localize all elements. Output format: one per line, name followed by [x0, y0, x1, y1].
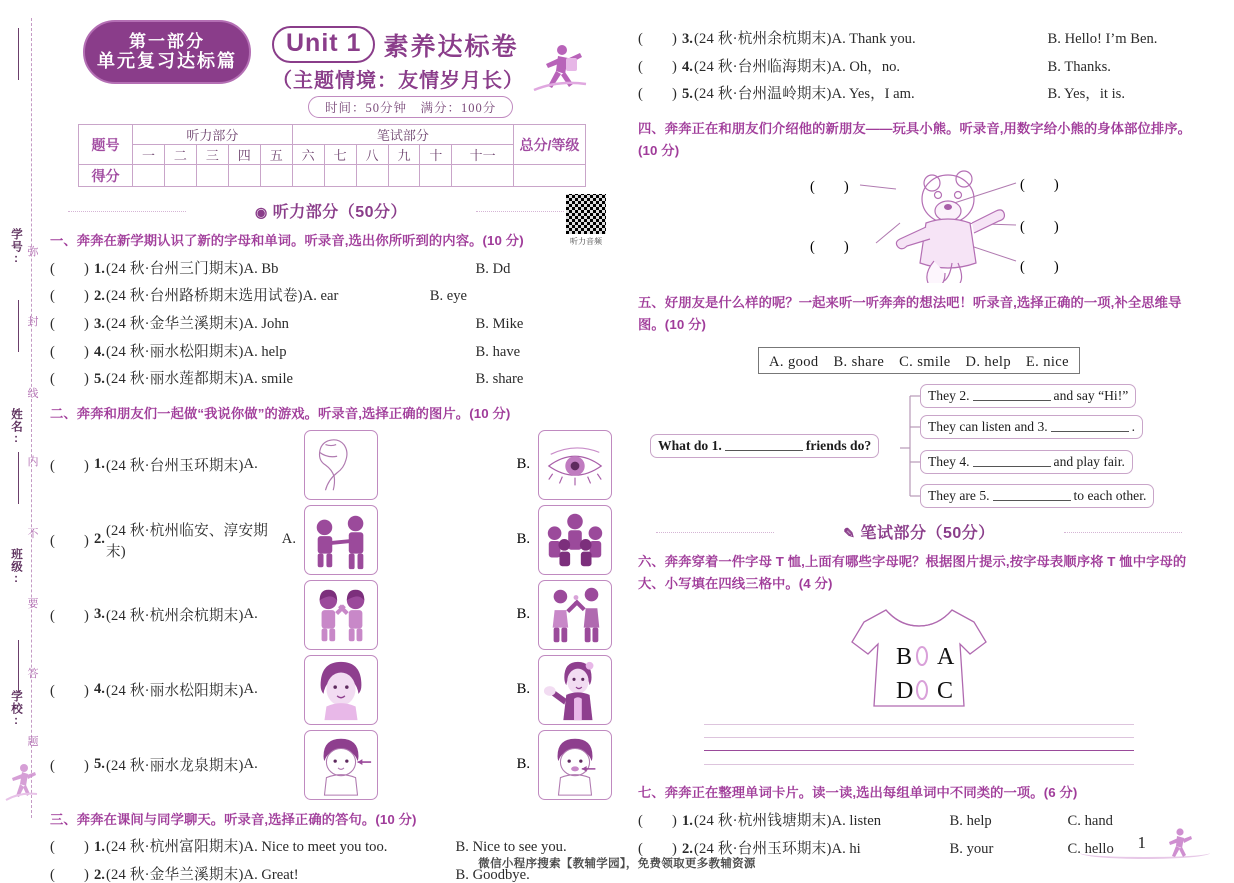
- bear-blank[interactable]: ( ): [1020, 259, 1059, 276]
- picture-question-row[interactable]: [50, 580, 612, 650]
- question-row[interactable]: [638, 54, 1200, 82]
- mindmap-root-pre: What do 1.: [658, 438, 722, 454]
- listening-section-banner: [50, 199, 612, 222]
- word-bank: A. good B. share C. smile D. help E. nice: [758, 347, 1080, 374]
- question-source: (24 秋·金华兰溪期末): [105, 866, 244, 883]
- option-b-label: B.: [516, 531, 530, 548]
- score-cell[interactable]: [196, 165, 228, 187]
- two-girls-waving-picture[interactable]: [304, 580, 378, 650]
- question-source: (24 秋·杭州余杭期末): [105, 608, 244, 625]
- boy-pointing-ear-picture[interactable]: [304, 730, 378, 800]
- question-source: (24 秋·杭州余杭期末): [693, 31, 832, 47]
- option-b-label: B.: [516, 456, 530, 473]
- two-kids-shake-hands-picture[interactable]: [304, 505, 378, 575]
- mindmap-branch-post: .: [1131, 419, 1136, 435]
- option-a-label: A.: [243, 456, 258, 473]
- answer-blank[interactable]: ( ): [50, 866, 89, 883]
- question-number: 4.: [94, 343, 105, 360]
- score-table-num: 四: [228, 145, 260, 165]
- answer-blank[interactable]: ( ): [50, 288, 89, 305]
- bear-blank[interactable]: ( ): [810, 239, 849, 256]
- option-a-label: A.: [243, 756, 258, 773]
- option-c[interactable]: C. hello: [1067, 840, 1114, 857]
- score-cell[interactable]: [164, 165, 196, 187]
- question-number: 4.: [682, 58, 693, 75]
- table-row: [79, 165, 586, 187]
- mindmap-root-box[interactable]: [650, 434, 879, 458]
- mindmap-diagram: [638, 382, 1200, 506]
- answer-blank[interactable]: ( ): [50, 608, 89, 625]
- option-b[interactable]: B. have: [475, 343, 521, 360]
- option-b[interactable]: B. eye: [429, 288, 468, 305]
- right-column: [638, 26, 1200, 863]
- tshirt-letter: B: [896, 644, 913, 671]
- seal-char: 弥: [27, 246, 39, 258]
- bear-labeling-diagram: [638, 165, 1200, 283]
- four-line-grid[interactable]: [704, 724, 1134, 770]
- seal-label-class: 班级:: [10, 548, 22, 586]
- question-number: 1.: [682, 812, 693, 829]
- score-table-group-listening: 听力部分: [133, 125, 293, 145]
- page-title: 素养达标卷: [383, 32, 519, 61]
- seal-solid-line: [18, 28, 19, 80]
- mindmap-branch-post: and play fair.: [1053, 454, 1125, 470]
- seal-label-name: 姓名:: [10, 408, 22, 446]
- seal-char: 题: [27, 736, 39, 748]
- question-number: 5.: [94, 371, 105, 388]
- question-source: (24 秋·台州临海期末): [693, 58, 832, 75]
- score-cell[interactable]: [388, 165, 420, 187]
- headphone-icon: ◉: [254, 204, 268, 220]
- written-banner-text: 笔试部分（50分）: [860, 525, 995, 543]
- answer-blank[interactable]: ( ): [638, 840, 677, 857]
- question-source: (24 秋·丽水松阳期末): [105, 683, 244, 700]
- tshirt-letter: D: [896, 678, 914, 705]
- score-table-num: 五: [260, 145, 292, 165]
- option-a[interactable]: A. listen: [831, 812, 882, 829]
- question-number: 4.: [94, 681, 105, 698]
- theme-subtitle: （主题情境：友情岁月长）: [272, 70, 524, 92]
- option-b-label: B.: [516, 681, 530, 698]
- seal-char: 答: [27, 668, 39, 680]
- score-cell[interactable]: [133, 165, 165, 187]
- score-table-row-label: 题号: [79, 125, 133, 165]
- score-cell[interactable]: [420, 165, 452, 187]
- question-row[interactable]: [50, 339, 612, 367]
- mindmap-branch-post: to each other.: [1073, 488, 1147, 504]
- answer-blank[interactable]: [973, 454, 1051, 467]
- question-source: (24 秋·杭州富阳期末): [105, 839, 244, 856]
- answer-blank[interactable]: ( ): [50, 315, 89, 332]
- section-3-prompt: 三、奔奔在课间与同学聊天。听录音,选择正确的答句。(10 分): [50, 811, 417, 827]
- seal-label-school: 学校:: [10, 690, 22, 728]
- score-table-num: 二: [164, 145, 196, 165]
- option-b[interactable]: B. Thanks.: [1047, 58, 1111, 75]
- score-cell[interactable]: [260, 165, 292, 187]
- mindmap-branch-box[interactable]: [920, 450, 1133, 474]
- unit-label: Unit 1: [272, 26, 375, 63]
- seal-solid-line: [18, 640, 19, 692]
- option-a[interactable]: A. Thank you.: [831, 31, 916, 47]
- score-cell[interactable]: [514, 165, 586, 187]
- tshirt-letter: C: [937, 678, 954, 705]
- question-row[interactable]: [638, 26, 1200, 54]
- question-source: (24 秋·台州温岭期末): [693, 86, 832, 103]
- section-5-wordbank-row: [638, 339, 1200, 374]
- left-column: [50, 14, 612, 883]
- option-a[interactable]: A. John: [243, 315, 289, 332]
- question-row[interactable]: [50, 256, 612, 284]
- mindmap-branch-box[interactable]: [920, 384, 1136, 408]
- seal-char: 要: [27, 598, 39, 610]
- girl-raising-hand-picture[interactable]: [538, 655, 612, 725]
- question-source: (24 秋·丽水莲都期末): [105, 371, 244, 388]
- question-row[interactable]: [50, 283, 612, 311]
- listening-audio-qr[interactable]: [560, 193, 612, 247]
- question-number: 1.: [94, 456, 105, 473]
- answer-blank[interactable]: [993, 488, 1071, 501]
- listening-banner-text: 听力部分（50分）: [272, 204, 408, 221]
- option-b-label: B.: [516, 756, 530, 773]
- seal-solid-line: [18, 300, 19, 352]
- arm-flex-picture[interactable]: [304, 430, 378, 500]
- answer-blank[interactable]: ( ): [638, 812, 677, 829]
- question-source: (24 秋·丽水龙泉期末): [105, 758, 244, 775]
- mindmap-branch-box[interactable]: [920, 484, 1154, 508]
- picture-question-row[interactable]: [50, 505, 612, 575]
- part-badge-line1: 第一部分: [129, 31, 205, 51]
- eye-picture[interactable]: [538, 430, 612, 500]
- mindmap-branch-pre: They 2.: [928, 388, 970, 404]
- seal-margin: [0, 0, 46, 883]
- answer-blank[interactable]: ( ): [50, 458, 89, 475]
- running-student-icon: [528, 38, 590, 100]
- question-number: 3.: [682, 31, 693, 47]
- answer-blank[interactable]: ( ): [638, 31, 677, 47]
- grid-line: [704, 764, 1134, 765]
- section-1-items: [50, 256, 612, 395]
- option-b[interactable]: B. help: [949, 812, 992, 829]
- question-number: 2.: [94, 288, 105, 305]
- option-b[interactable]: B. Yes，it is.: [1047, 86, 1126, 103]
- unit-title-row: [272, 26, 518, 63]
- question-source: (24 秋·台州玉环期末): [105, 458, 244, 475]
- section-2-prompt: 二、奔奔和朋友们一起做“我说你做”的游戏。听录音,选择正确的图片。(10 分): [50, 406, 511, 422]
- seal-char: 内: [27, 456, 39, 468]
- score-cell[interactable]: [292, 165, 324, 187]
- option-a[interactable]: A. help: [243, 343, 287, 360]
- question-source: (24 秋·台州玉环期末): [693, 840, 832, 857]
- answer-blank[interactable]: [1051, 419, 1129, 432]
- picture-question-row[interactable]: [50, 430, 612, 500]
- bear-blank[interactable]: ( ): [1020, 177, 1059, 194]
- option-b[interactable]: B. Goodbye.: [455, 866, 530, 883]
- option-a[interactable]: A. Bb: [243, 260, 279, 277]
- mindmap-branch-pre: They 4.: [928, 454, 970, 470]
- answer-blank[interactable]: ( ): [638, 58, 677, 75]
- time-score-info: 时间：50分钟 满分：100分: [308, 96, 513, 118]
- score-table-row-label: 得分: [79, 165, 133, 187]
- answer-blank[interactable]: ( ): [50, 683, 89, 700]
- two-kids-high-five-picture[interactable]: [538, 580, 612, 650]
- page-number: 1: [1137, 833, 1146, 852]
- option-b[interactable]: B. Nice to see you.: [455, 839, 567, 856]
- answer-blank[interactable]: ( ): [50, 371, 89, 388]
- question-row[interactable]: [50, 366, 612, 394]
- section-5-prompt: 五、好朋友是什么样的呢？一起来听一听奔奔的想法吧！听录音,选择正确的一项,补全思维导图。(10 分): [638, 295, 1182, 332]
- question-row[interactable]: [638, 81, 1200, 109]
- pencil-icon: ✎: [843, 525, 856, 542]
- question-number: 2.: [94, 866, 105, 883]
- question-number: 2.: [682, 840, 693, 857]
- paper-header: [50, 14, 612, 118]
- section-1-prompt: 一、奔奔在新学期认识了新的字母和单词。听录音,选出你所听到的内容。(10 分): [50, 233, 524, 248]
- qr-code-icon[interactable]: [565, 193, 607, 235]
- footer-promo-text: 微信小程序搜索【教辅学园】，免费领取更多教辅资源: [478, 858, 756, 870]
- question-source: (24 秋·丽水松阳期末): [105, 343, 244, 360]
- question-number: 5.: [682, 86, 693, 103]
- option-a[interactable]: A. smile: [243, 371, 294, 388]
- written-section-banner: [638, 520, 1200, 543]
- question-source: (24 秋·台州路桥期末选用试卷): [105, 288, 303, 305]
- mindmap-branch-pre: They can listen and 3.: [928, 419, 1048, 435]
- answer-blank[interactable]: ( ): [50, 533, 89, 550]
- option-a[interactable]: A. hi: [831, 840, 861, 857]
- question-number: 5.: [94, 756, 105, 773]
- question-number: 3.: [94, 315, 105, 332]
- score-cell[interactable]: [228, 165, 260, 187]
- letter-tshirt-picture: [824, 598, 1014, 716]
- score-table-total-label: 总分/等级: [514, 125, 586, 165]
- question-source: (24 秋·金华兰溪期末): [105, 315, 244, 332]
- seal-char: 不: [27, 528, 39, 540]
- option-a[interactable]: A. ear: [302, 288, 339, 305]
- mindmap-branch-box[interactable]: [920, 415, 1143, 439]
- score-table-num: 九: [388, 145, 420, 165]
- question-number: 2.: [94, 531, 105, 548]
- question-number: 1.: [94, 839, 105, 856]
- score-table-num: 八: [356, 145, 388, 165]
- question-source: (24 秋·台州三门期末): [105, 260, 244, 277]
- bear-blank[interactable]: ( ): [810, 179, 849, 196]
- section-6-prompt: 六、奔奔穿着一件字母 T 恤,上面有哪些字母呢？根据图片提示,按字母表顺序将 T 恤中字母的大、小写填在四线三格中。(4 分): [638, 554, 1187, 591]
- seal-solid-line: [18, 452, 19, 504]
- mindmap-branch-post: and say “Hi!”: [1053, 388, 1129, 404]
- answer-blank[interactable]: ( ): [50, 758, 89, 775]
- group-of-kids-picture[interactable]: [538, 505, 612, 575]
- mindmap-root-post: friends do?: [805, 438, 872, 454]
- score-table-num: 三: [196, 145, 228, 165]
- tshirt-picture-area: [638, 598, 1200, 718]
- grid-baseline: [704, 750, 1134, 751]
- answer-blank[interactable]: ( ): [638, 86, 677, 103]
- qr-caption: 听力音频: [570, 237, 602, 246]
- option-a[interactable]: A. Great!: [243, 866, 299, 883]
- question-source: (24 秋·杭州临安、淳安期末): [105, 522, 269, 560]
- answer-blank[interactable]: ( ): [50, 839, 89, 856]
- option-a-label: A.: [243, 681, 258, 698]
- answer-blank[interactable]: [725, 438, 803, 451]
- section-4-prompt: 四、奔奔正在和朋友们介绍他的新朋友——玩具小熊。听录音,用数字给小熊的身体部位排序。(10 分): [638, 121, 1192, 158]
- option-b[interactable]: B. share: [475, 371, 524, 388]
- option-b[interactable]: B. Hello! I’m Ben.: [1047, 31, 1158, 47]
- picture-question-row[interactable]: [50, 730, 612, 800]
- score-table: [78, 124, 586, 187]
- option-b[interactable]: B. Mike: [475, 315, 524, 332]
- girl-face-picture[interactable]: [304, 655, 378, 725]
- part-badge-line2: 单元复习达标篇: [97, 51, 237, 72]
- question-row[interactable]: [638, 808, 1200, 836]
- seal-label-student-id: 学号:: [10, 228, 22, 266]
- option-a[interactable]: A. Oh，no.: [831, 58, 901, 75]
- section-7-prompt: 七、奔奔正在整理单词卡片。读一读,选出每组单词中不同类的一项。(6 分): [638, 785, 1078, 801]
- seal-dashed-line: [31, 18, 32, 818]
- running-figure-icon: [1160, 825, 1200, 861]
- question-number: 3.: [94, 606, 105, 623]
- boy-pointing-mouth-picture[interactable]: [538, 730, 612, 800]
- answer-blank[interactable]: [973, 388, 1051, 401]
- tshirt-letter: A: [937, 644, 955, 671]
- running-figure-icon: [4, 760, 38, 806]
- option-a[interactable]: A. Nice to meet you too.: [243, 839, 388, 856]
- score-cell[interactable]: [324, 165, 356, 187]
- score-table-num: 十: [420, 145, 452, 165]
- part-badge: [83, 20, 251, 84]
- bear-blank[interactable]: ( ): [1020, 219, 1059, 236]
- mindmap-branch-pre: They are 5.: [928, 488, 990, 504]
- grid-line: [704, 724, 1134, 725]
- score-cell[interactable]: [356, 165, 388, 187]
- option-a[interactable]: A. Yes，I am.: [831, 86, 915, 103]
- toy-bear-picture: [886, 167, 1016, 283]
- answer-blank[interactable]: ( ): [50, 260, 89, 277]
- option-a-label: A.: [243, 606, 258, 623]
- option-b[interactable]: B. Dd: [475, 260, 511, 277]
- picture-question-row[interactable]: [50, 655, 612, 725]
- option-a-label: A.: [281, 531, 296, 548]
- table-row: [79, 125, 586, 145]
- table-row: [79, 145, 586, 165]
- seal-char: 线: [27, 388, 39, 400]
- question-row[interactable]: [50, 311, 612, 339]
- score-table-num: 十一: [452, 145, 514, 165]
- option-c[interactable]: C. hand: [1067, 812, 1113, 829]
- option-b[interactable]: B. your: [949, 840, 994, 857]
- score-table-num: 六: [292, 145, 324, 165]
- score-cell[interactable]: [452, 165, 514, 187]
- seal-char: 封: [27, 316, 39, 328]
- answer-blank[interactable]: ( ): [50, 343, 89, 360]
- question-number: 1.: [94, 260, 105, 277]
- question-source: (24 秋·杭州钱塘期末): [693, 812, 832, 829]
- score-table-group-written: 笔试部分: [292, 125, 513, 145]
- grid-line: [704, 737, 1134, 738]
- option-b-label: B.: [516, 606, 530, 623]
- score-table-num: 七: [324, 145, 356, 165]
- score-table-num: 一: [133, 145, 165, 165]
